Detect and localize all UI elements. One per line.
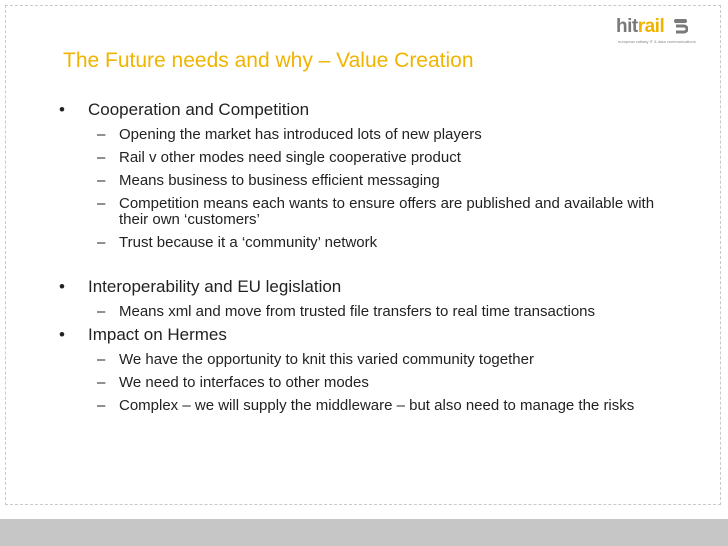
- dash-icon: –: [97, 397, 106, 414]
- list-item-text: Opening the market has introduced lots of new players: [119, 126, 482, 143]
- list-item: [59, 173, 669, 189]
- list-item: [59, 398, 669, 414]
- logo-rail-text: rail: [637, 16, 665, 37]
- list-item: [59, 304, 669, 320]
- bullet-icon: •: [59, 100, 65, 119]
- slide-content: [59, 100, 669, 414]
- list-item: [59, 352, 669, 368]
- bullet-icon: •: [59, 277, 65, 296]
- list-item: [59, 375, 669, 391]
- section-heading-text: Impact on Hermes: [88, 325, 227, 344]
- dash-icon: –: [97, 172, 106, 189]
- section-heading: [59, 325, 669, 345]
- list-item-text: We need to interfaces to other modes: [119, 374, 369, 391]
- list-item-text: Competition means each wants to ensure offers are published and available with their own ‘customers’: [119, 195, 655, 228]
- dash-icon: –: [97, 149, 106, 166]
- footer-band: [0, 519, 728, 546]
- slide-title: The Future needs and why – Value Creation: [63, 49, 474, 72]
- bullet-icon: •: [59, 325, 65, 344]
- list-item: [59, 127, 669, 143]
- section-heading-text: Interoperability and EU legislation: [88, 277, 342, 296]
- logo-tagline: european railway IT & data communications: [618, 39, 696, 44]
- list-item-text: Means business to business efficient messaging: [119, 172, 440, 189]
- list-item-text: Means xml and move from trusted file transfers to real time transactions: [119, 303, 596, 320]
- list-item: [59, 235, 669, 251]
- hitrail-logo: [616, 16, 716, 50]
- logo-mark-icon: [674, 19, 688, 35]
- section-heading: [59, 100, 669, 120]
- dash-icon: –: [97, 303, 106, 320]
- section-heading: [59, 277, 669, 297]
- list-item: [59, 150, 669, 166]
- dash-icon: –: [97, 351, 106, 368]
- logo-wordmark: [616, 16, 664, 38]
- dash-icon: –: [97, 234, 106, 251]
- logo-hit-text: hit: [616, 16, 638, 37]
- list-item-text: Rail v other modes need single cooperative product: [119, 149, 461, 166]
- dash-icon: –: [97, 195, 106, 212]
- list-item-text: Complex – we will supply the middleware – but also need to manage the risks: [119, 397, 635, 414]
- section-heading-text: Cooperation and Competition: [88, 100, 310, 119]
- list-item-text: Trust because it a ‘community’ network: [119, 234, 378, 251]
- dash-icon: –: [97, 126, 106, 143]
- list-item-text: We have the opportunity to knit this varied community together: [119, 351, 534, 368]
- dash-icon: –: [97, 374, 106, 391]
- list-item: [59, 196, 669, 228]
